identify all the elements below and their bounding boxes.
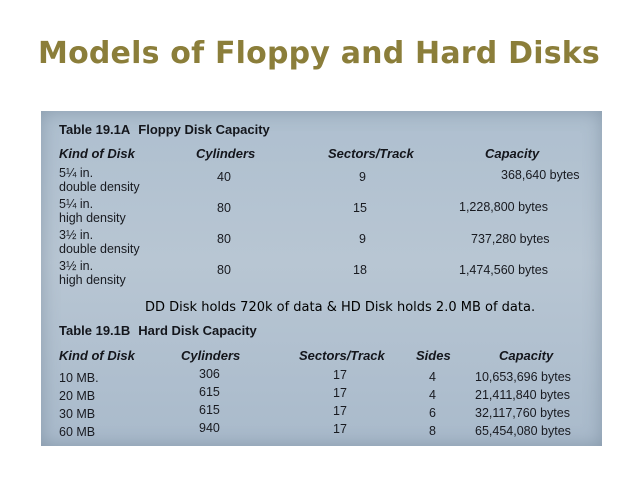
- hard-header-sides: Sides: [416, 348, 451, 363]
- hard-row-1-kind: 10 MB.: [59, 371, 99, 385]
- floppy-row-2-kind: 5¼ in. high density: [59, 197, 126, 225]
- floppy-row-4-kind: 3½ in. high density: [59, 259, 126, 287]
- hard-table-number: Table 19.1B: [59, 323, 131, 338]
- hard-row-2-capacity: 21,411,840 bytes: [475, 388, 570, 402]
- table-photo: [41, 111, 602, 446]
- hard-row-3-kind: 30 MB: [59, 407, 96, 421]
- hard-header-capacity: Capacity: [499, 348, 554, 363]
- hard-header-sectors: Sectors/Track: [299, 348, 385, 363]
- floppy-row-3-cylinders: 80: [217, 232, 231, 246]
- floppy-row-4-cylinders: 80: [217, 263, 231, 277]
- floppy-row-4-capacity: 1,474,560 bytes: [459, 263, 548, 277]
- hard-row-2-sectors: 17: [333, 386, 347, 400]
- floppy-row-3-kind: 3½ in. double density: [59, 228, 140, 256]
- hard-row-2-kind: 20 MB: [59, 389, 96, 403]
- floppy-row-3-capacity: 737,280 bytes: [471, 232, 550, 246]
- floppy-header-capacity: Capacity: [485, 146, 540, 161]
- floppy-row-1-kind: 5¼ in. double density: [59, 166, 140, 194]
- hard-row-1-sides: 4: [429, 370, 436, 384]
- floppy-row-2-cylinders: 80: [217, 201, 231, 215]
- hard-row-4-kind: 60 MB: [59, 425, 96, 439]
- hard-header-kind: Kind of Disk: [59, 348, 135, 363]
- floppy-table-title: Floppy Disk Capacity: [138, 122, 270, 137]
- floppy-header-kind: Kind of Disk: [59, 146, 135, 161]
- hard-row-1-sectors: 17: [333, 368, 347, 382]
- floppy-row-1-cylinders: 40: [217, 170, 231, 184]
- hard-table-title: Hard Disk Capacity: [138, 323, 257, 338]
- floppy-table-number: Table 19.1A: [59, 122, 131, 137]
- floppy-row-3-sectors: 9: [359, 232, 366, 246]
- floppy-table-caption: [59, 122, 270, 137]
- floppy-header-sectors: Sectors/Track: [328, 146, 414, 161]
- hard-header-cylinders: Cylinders: [181, 348, 241, 363]
- floppy-row-1-sectors: 9: [359, 170, 366, 184]
- floppy-header-cylinders: Cylinders: [196, 146, 256, 161]
- hard-row-3-cylinders: 615: [199, 403, 220, 417]
- hard-row-4-capacity: 65,454,080 bytes: [475, 424, 571, 438]
- hard-table-caption: [59, 323, 257, 338]
- hard-row-3-capacity: 32,117,760 bytes: [475, 406, 570, 420]
- hard-row-2-sides: 4: [429, 388, 436, 402]
- hard-row-1-cylinders: 306: [199, 367, 220, 381]
- floppy-row-1-capacity: 368,640 bytes: [501, 168, 580, 182]
- capacity-note: DD Disk holds 720k of data & HD Disk holds 2.0 MB of data.: [145, 300, 536, 315]
- floppy-row-2-capacity: 1,228,800 bytes: [459, 200, 548, 214]
- hard-row-2-cylinders: 615: [199, 385, 220, 399]
- slide-title: Models of Floppy and Hard Disks: [38, 36, 600, 71]
- hard-row-3-sides: 6: [429, 406, 436, 420]
- hard-row-4-sectors: 17: [333, 422, 347, 436]
- hard-row-4-sides: 8: [429, 424, 436, 438]
- floppy-row-2-sectors: 15: [353, 201, 367, 215]
- hard-row-3-sectors: 17: [333, 404, 347, 418]
- hard-row-1-capacity: 10,653,696 bytes: [475, 370, 571, 384]
- floppy-row-4-sectors: 18: [353, 263, 367, 277]
- hard-row-4-cylinders: 940: [199, 421, 220, 435]
